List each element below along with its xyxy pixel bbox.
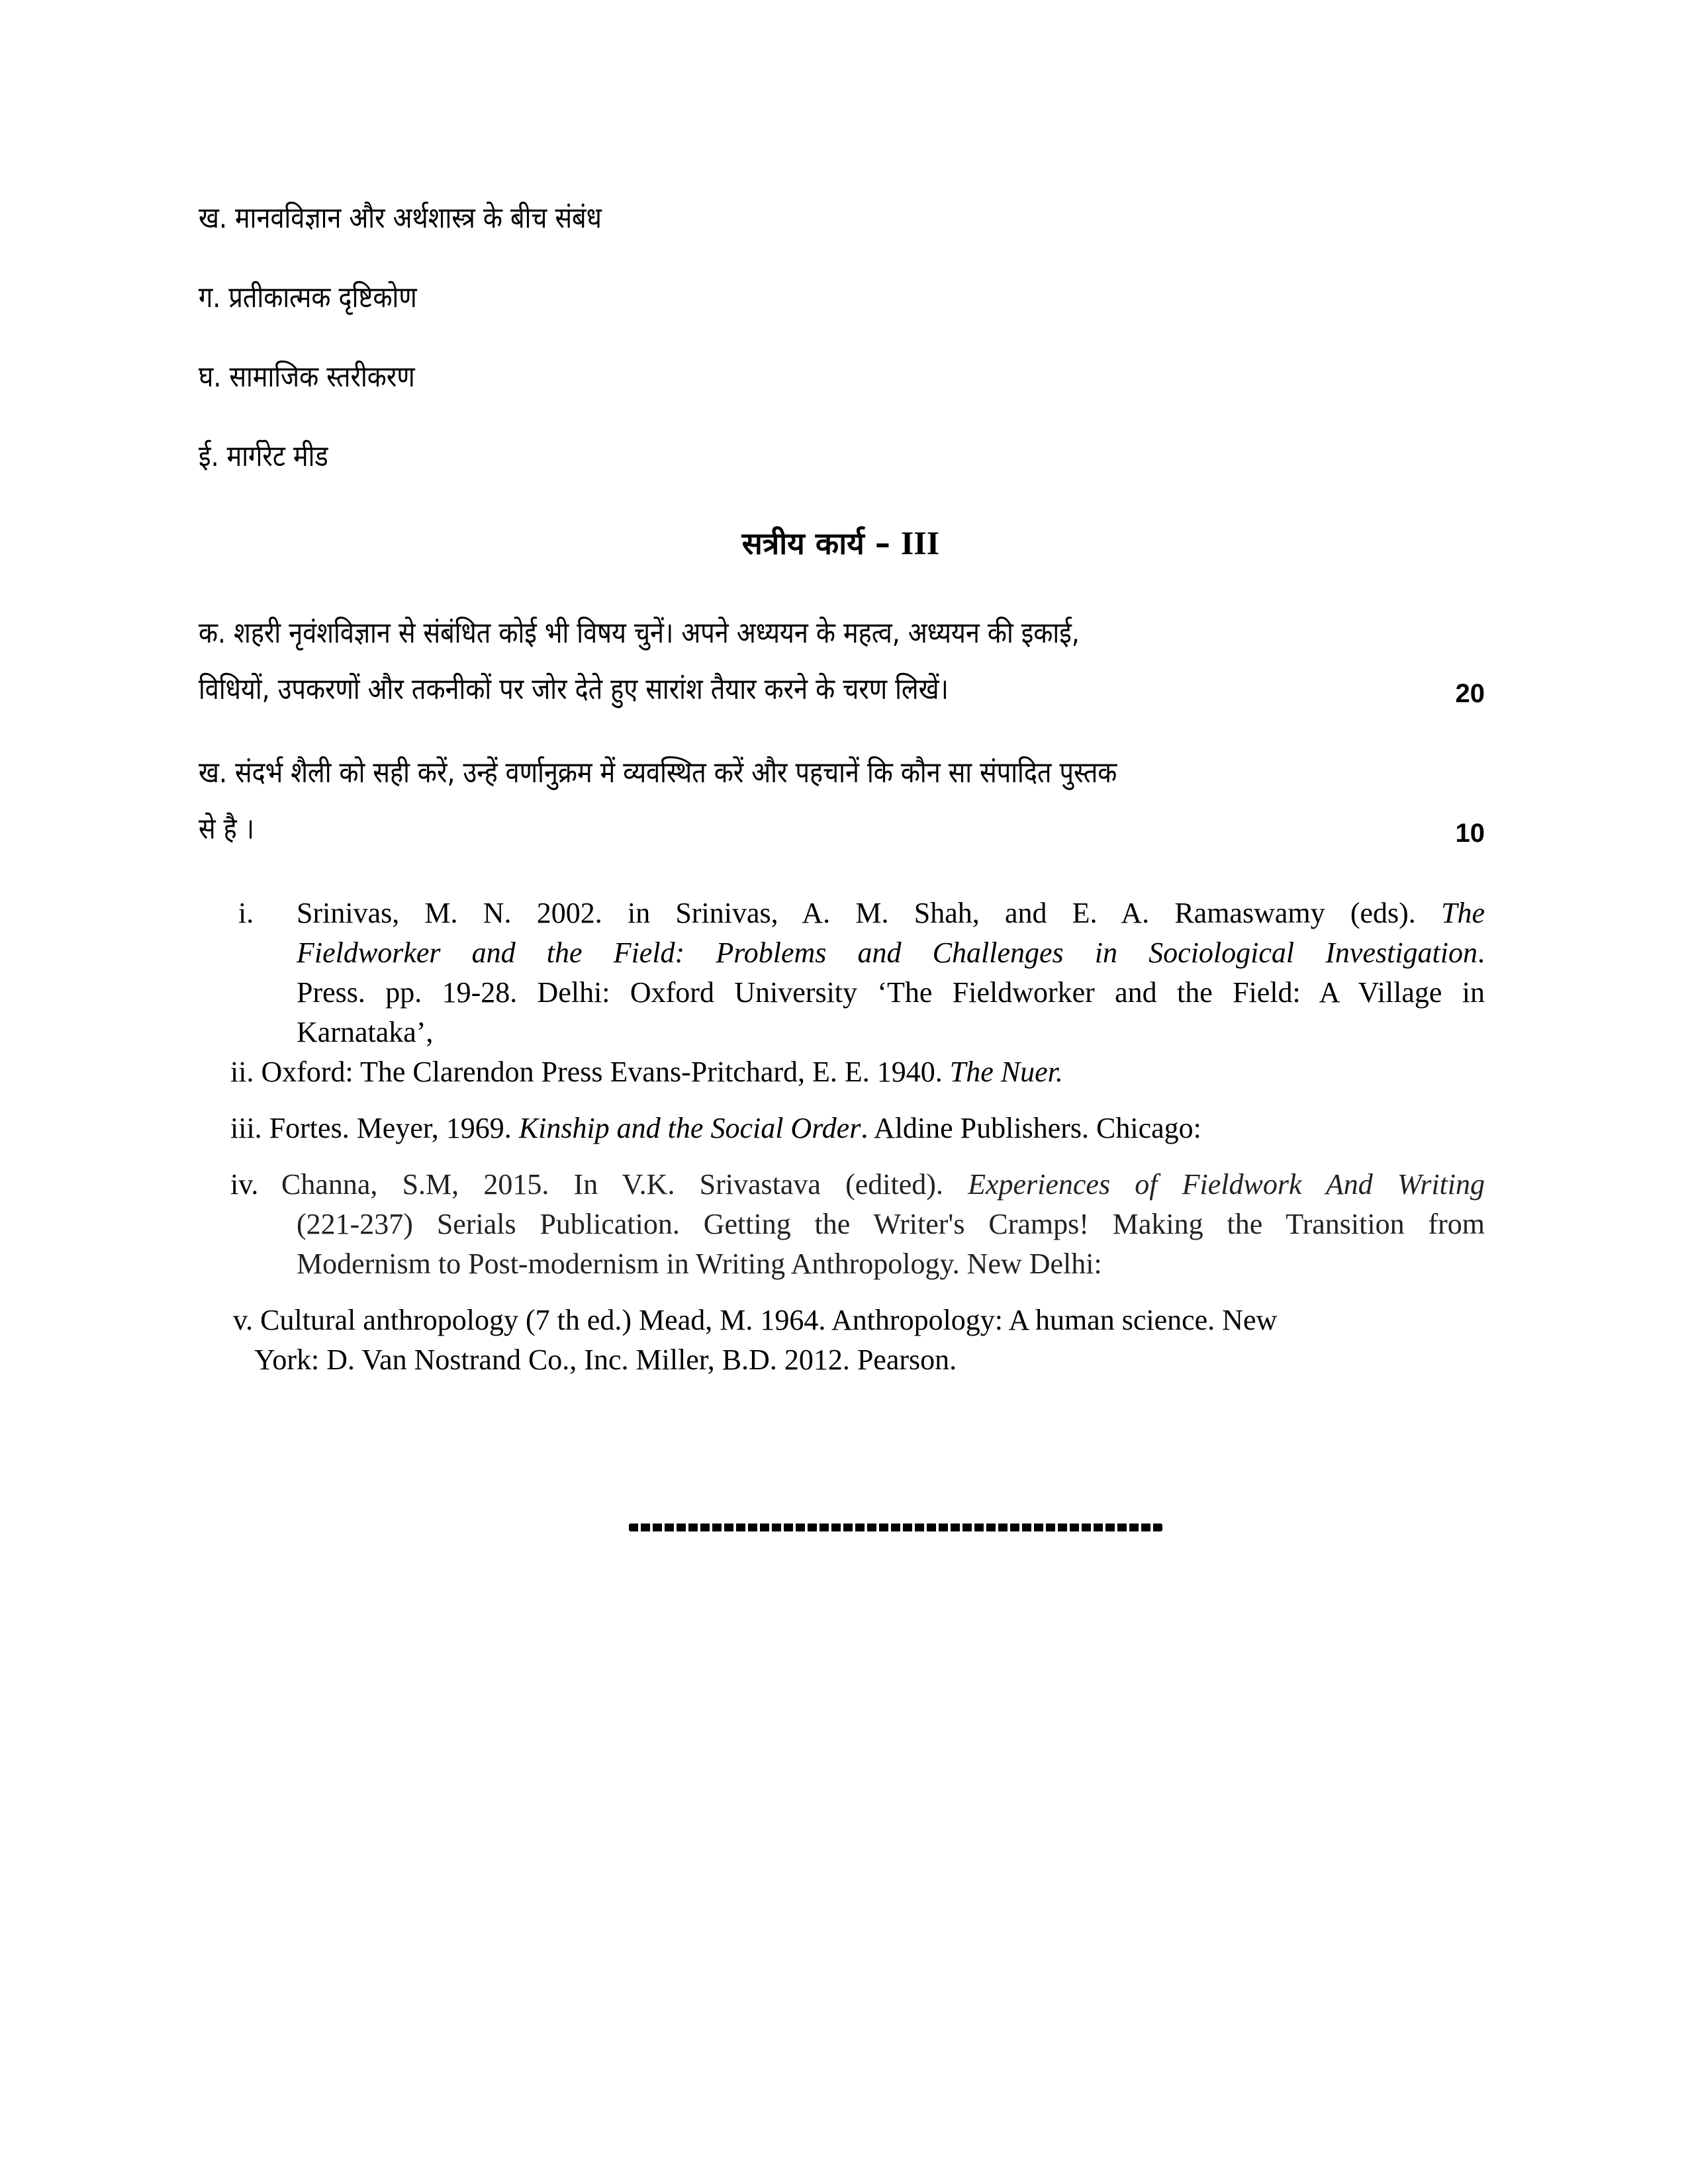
- reference-text: Channa, S.M, 2015. In V.K. Srivastava (edited).: [281, 1168, 943, 1201]
- reference-title: Experiences of Fieldwork And Writing: [968, 1168, 1485, 1201]
- option-text: मार्गरेट मीड: [226, 439, 328, 473]
- option-ii: [199, 439, 328, 473]
- reference-text: Press. pp. 19-28. Delhi: Oxford University ‘The Fieldworker and the Field: A Village in: [297, 976, 1485, 1009]
- option-text: मानवविज्ञान और अर्थशास्त्र के बीच संबंध: [235, 201, 602, 235]
- reference-number: iii.: [230, 1112, 262, 1144]
- section-title-roman: III: [900, 524, 940, 561]
- option-label: घ.: [199, 360, 222, 394]
- end-divider: [629, 1524, 1162, 1531]
- reference-text: Fortes. Meyer, 1969.: [269, 1112, 512, 1144]
- reference-text: . Aldine Publishers. Chicago:: [861, 1112, 1201, 1144]
- option-text: सामाजिक स्तरीकरण: [229, 360, 415, 394]
- question-kha: [199, 758, 1485, 851]
- reference-title: The: [1441, 897, 1485, 929]
- question-ka: [199, 616, 1485, 711]
- reference-text: Cultural anthropology (7 th ed.) Mead, M. 1964. Anthropology: A human science. New: [260, 1304, 1278, 1336]
- question-line: ख. संदर्भ शैली को सही करें, उन्हें वर्णानुक्रम में व्यवस्थित करें और पहचानें कि कौन सा संपादित पुस्तक: [199, 756, 1117, 790]
- question-line: विधियों, उपकरणों और तकनीकों पर जोर देते हुए सारांश तैयार करने के चरण लिखें।: [199, 672, 949, 706]
- reference-title: The Nuer.: [949, 1056, 1063, 1088]
- section-title-hindi: सत्रीय कार्य –: [741, 525, 890, 561]
- reference-number: ii.: [230, 1056, 254, 1088]
- reference-text: Oxford: The Clarendon Press Evans-Pritchard, E. E. 1940.: [261, 1056, 943, 1088]
- reference-text: Karnataka’,: [297, 1016, 434, 1048]
- option-label: ग.: [199, 281, 221, 314]
- option-label: ई.: [199, 439, 219, 473]
- option-label: ख.: [199, 201, 227, 235]
- marks-badge: 10: [1455, 819, 1485, 848]
- reference-text: (221-237) Serials Publication. Getting the Writer's Cramps! Making the Transition from: [297, 1208, 1485, 1240]
- option-gha: [199, 360, 415, 394]
- option-kha: [199, 201, 602, 235]
- reference-text: Modernism to Post-modernism in Writing Anthropology. New Delhi:: [297, 1248, 1102, 1280]
- option-ga: [199, 283, 417, 312]
- reference-number: iv.: [230, 1168, 259, 1201]
- reference-number: v.: [233, 1304, 254, 1336]
- question-line: से है ।: [199, 812, 255, 846]
- reference-text: York: D. Van Nostrand Co., Inc. Miller, B.D. 2012. Pearson.: [254, 1343, 957, 1376]
- reference-title: Kinship and the Social Order: [518, 1112, 861, 1144]
- reference-punct: .: [1477, 936, 1485, 969]
- marks-badge: 20: [1455, 679, 1485, 708]
- reference-text: Srinivas, M. N. 2002. in Srinivas, A. M. Shah, and E. A. Ramaswamy (eds).: [297, 897, 1416, 929]
- reference-title: Fieldworker and the Field: Problems and Challenges in Sociological Investigation: [297, 936, 1477, 969]
- section-title: [0, 526, 1681, 559]
- reference-number: i.: [238, 897, 254, 929]
- question-line: क. शहरी नृवंशविज्ञान से संबंधित कोई भी विषय चुनें। अपने अध्ययन के महत्व, अध्ययन की इकाई,: [199, 616, 1080, 650]
- option-text: प्रतीकात्मक दृष्टिकोण: [228, 281, 417, 314]
